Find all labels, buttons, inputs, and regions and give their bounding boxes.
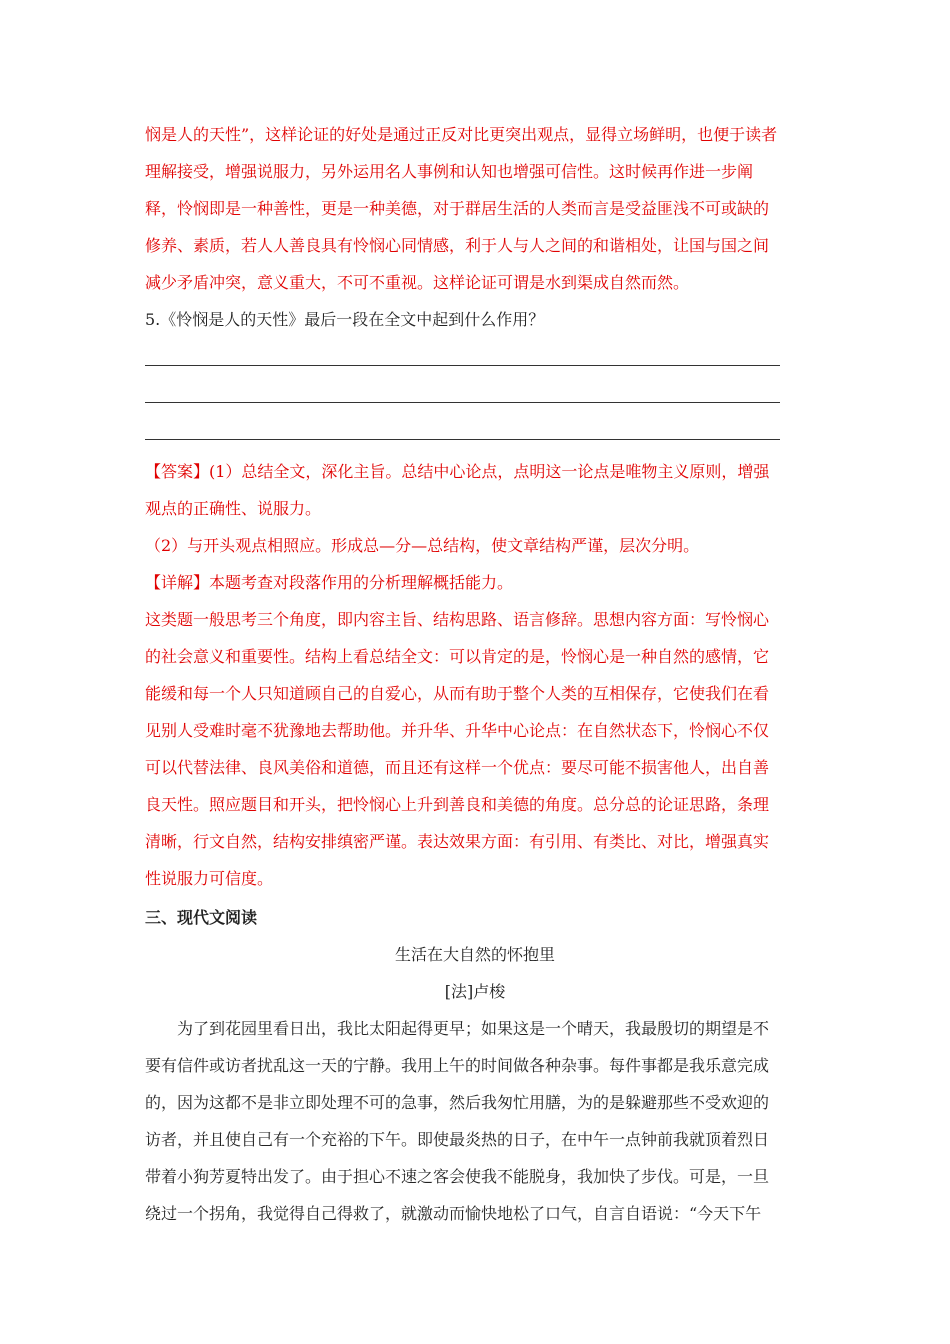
analysis-line-3: 释，怜悯即是一种善性，更是一种美德，对于群居生活的人类而言是受益匪浅不可或缺的: [145, 199, 770, 218]
article-line-5: 带着小狗芳夏特出发了。由于担心不速之客会使我不能脱身，我加快了步伐。可是，一旦: [145, 1167, 770, 1186]
answer-blank-line: [145, 439, 780, 440]
detail-line-8: 性说服力可信度。: [145, 869, 274, 888]
detail-line-1: 这类题一般思考三个角度，即内容主旨、结构思路、语言修辞。思想内容方面：写怜悯心: [145, 610, 770, 629]
analysis-line-1: 悯是人的天性”，这样论证的好处是通过正反对比更突出观点，显得立场鲜明，也便于读者: [145, 125, 778, 144]
detail-line-5: 可以代替法律、良风美俗和道德，而且还有这样一个优点：要尽可能不损害他人，出自善: [145, 758, 770, 777]
article-line-1: 为了到花园里看日出，我比太阳起得更早；如果这是一个晴天，我最殷切的期望是不: [177, 1019, 770, 1038]
article-line-2: 要有信件或访者扰乱这一天的宁静。我用上午的时间做各种杂事。每件事都是我乐意完成: [145, 1056, 770, 1075]
article-title: 生活在大自然的怀抱里: [394, 945, 555, 964]
question-5: 5.《怜悯是人的天性》最后一段在全文中起到什么作用？: [145, 310, 545, 329]
article-line-4: 访者，并且使自己有一个充裕的下午。即使最炎热的日子，在中午一点钟前我就顶着烈日: [145, 1130, 770, 1149]
answer-blank-line: [145, 402, 780, 403]
section-heading: 三、现代文阅读: [145, 908, 258, 927]
analysis-line-4: 修养、素质，若人人善良具有怜悯心同情感，利于人与人之间的和谐相处，让国与国之间: [145, 236, 770, 255]
detail-line-2: 的社会意义和重要性。结构上看总结全文：可以肯定的是，怜悯心是一种自然的感情，它: [145, 647, 770, 666]
answer-blank-line: [145, 365, 780, 366]
detail-line-4: 见别人受难时毫不犹豫地去帮助他。并升华、升华中心论点：在自然状态下，怜悯心不仅: [145, 721, 770, 740]
article-line-3: 的，因为这都不是非立即处理不可的急事，然后我匆忙用膳，为的是躲避那些不受欢迎的: [145, 1093, 770, 1112]
answer-line-1: 【答案】(1）总结全文，深化主旨。总结中心论点，点明这一论点是唯物主义原则，增强: [145, 462, 770, 481]
answer-line-2: 观点的正确性、说服力。: [145, 499, 322, 518]
article-author: [法]卢梭: [444, 982, 506, 1001]
answer-line-3: （2）与开头观点相照应。形成总—分—总结构，使文章结构严谨，层次分明。: [145, 536, 700, 555]
article-line-6: 绕过一个拐角，我觉得自己得救了，就激动而愉快地松了口气，自言自语说：“今天下午: [145, 1204, 762, 1223]
detail-line-7: 清晰，行文自然，结构安排缜密严谨。表达效果方面：有引用、有类比、对比，增强真实: [145, 832, 770, 851]
analysis-line-5: 减少矛盾冲突，意义重大，不可不重视。这样论证可谓是水到渠成自然而然。: [145, 273, 690, 292]
detail-heading: 【详解】本题考查对段落作用的分析理解概括能力。: [145, 573, 514, 592]
detail-line-3: 能缓和每一个人只知道顾自己的自爱心，从而有助于整个人类的互相保存，它使我们在看: [145, 684, 770, 703]
analysis-line-2: 理解接受，增强说服力，另外运用名人事例和认知也增强可信性。这时候再作进一步阐: [145, 162, 754, 181]
detail-line-6: 良天性。照应题目和开头，把怜悯心上升到善良和美德的角度。总分总的论证思路，条理: [145, 795, 770, 814]
